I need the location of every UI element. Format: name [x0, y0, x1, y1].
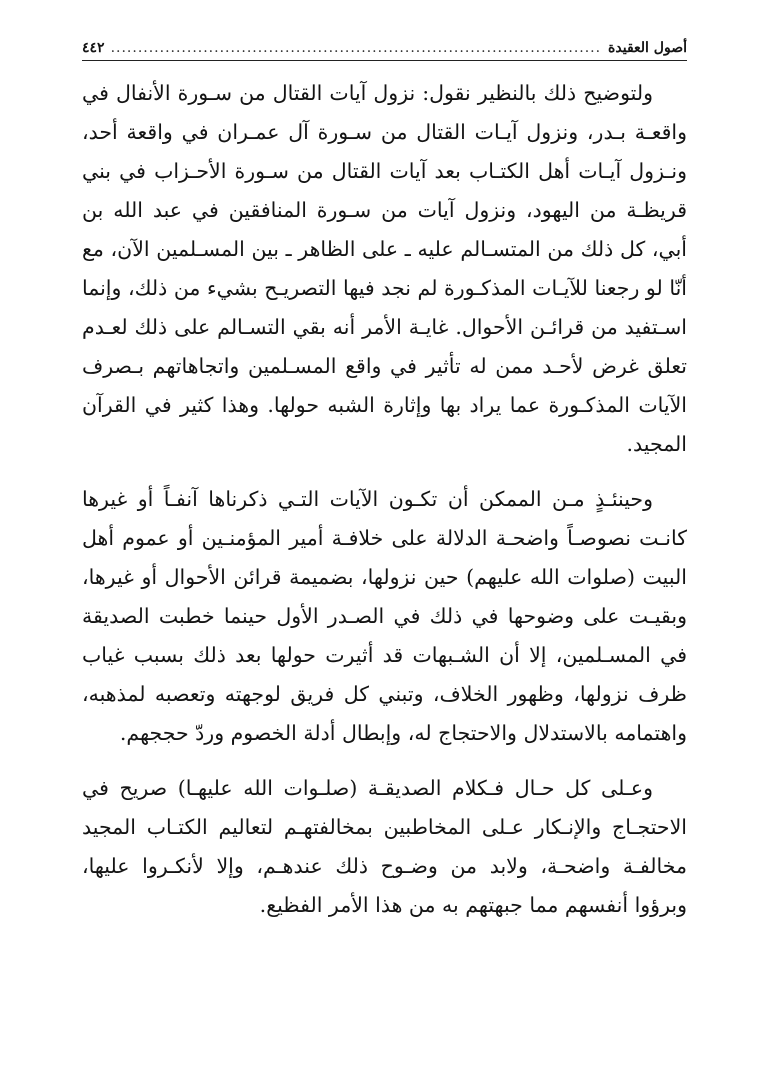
page-number: ٤٤٢	[82, 40, 105, 56]
header-dot-leader	[111, 40, 602, 56]
page-body	[82, 74, 687, 941]
book-page	[82, 0, 687, 1085]
running-header	[82, 36, 687, 61]
paragraph-2: وحينئـذٍ مـن الممكن أن تكـون الآيات التـي ذكرناها آنفـاً أو غيرها كانـت نصوصـاً واضحـة الدلالة على خلافـة أمير المؤمنـين أو عموم أهل البيت (صلوات الله عليهم) حين نزولها، بضميمة قرائن الأحوال أو غيرها، وبقيـت على وضوحها في ذلك في الصـدر الأول حينما خطبت الصديقة في المسـلمين، إلا أن الشـبهات قد أثيرت حولها بعد ذلك بسبب غياب ظرف نزولها، وظهور الخلاف، وتبني كل فريق لوجهته وتعصبه لمذهبه، واهتمامه بالاستدلال والاحتجاج له، وإبطال أدلة الخصوم وردّ حججهم.	[82, 487, 687, 745]
paragraph-1: ولتوضيح ذلك بالنظير نقول: نزول آيات القتال من سـورة الأنفال في واقعـة بـدر، ونزول آيـات القتال من سـورة آل عمـران في واقعة أحد، ونـزول آيـات أهل الكتـاب بعد آيات القتال من سـورة الأحـزاب في بني قريظـة من اليهود، ونزول آيات من سـورة المنافقين في عبد الله بن أبي، كل ذلك من المتسـالم عليه ـ على الظاهر ـ بين المسـلمين الآن، مع أنّا لو رجعنا للآيـات المذكـورة لم نجد فيها التصريـح بشيء من ذلك، وإنما اسـتفيد من قرائـن الأحوال. غايـة الأمر أنه بقي التسـالم على ذلك لعـدم تعلق غرض لأحـد ممن له تأثير في واقع المسـلمين واتجاهاتهم بـصرف الآيات المذكـورة عما يراد بها وإثارة الشبه حولها. وهذا كثير في القرآن المجيد.	[82, 81, 687, 456]
paragraph-3: وعـلى كل حـال فـكلام الصديقـة (صلـوات الله عليهـا) صريح في الاحتجـاج والإنـكار عـلى المخاطبين بمخالفتهـم لتعاليم الكتـاب المجيد مخالفـة واضحـة، ولابد من وضـوح ذلك عندهـم، وإلا لأنكـروا عليها، وبرؤوا أنفسهم مما جبهتهم به من هذا الأمر الفظيع.	[82, 776, 687, 917]
book-title: أصول العقيدة	[608, 40, 687, 56]
